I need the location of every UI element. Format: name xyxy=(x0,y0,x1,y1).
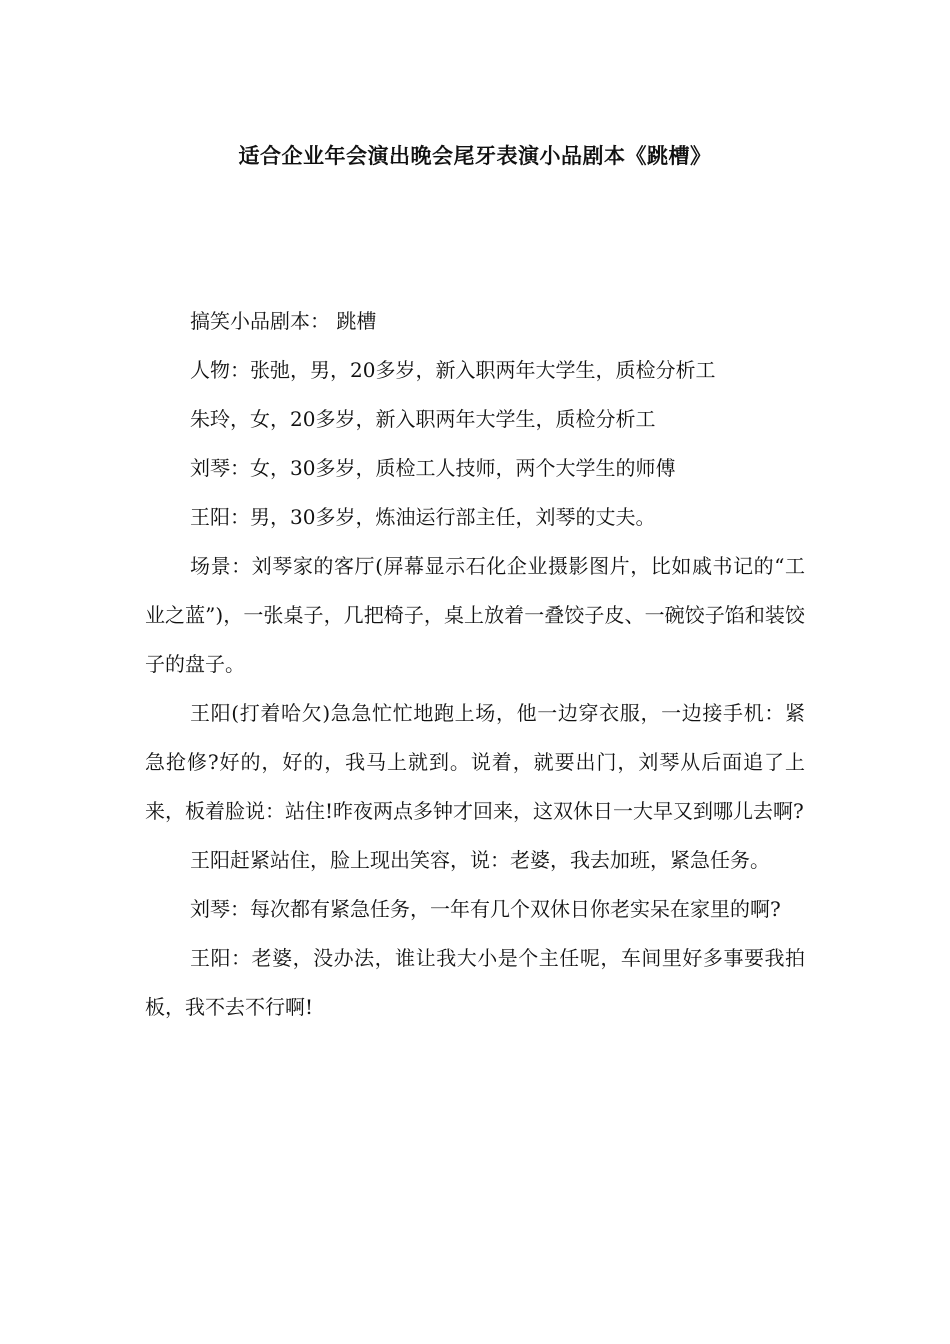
script-body xyxy=(145,297,805,1032)
paragraph-dialogue: 王阳赶紧站住，脸上现出笑容，说：老婆，我去加班，紧急任务。 xyxy=(190,848,770,872)
paragraph-scene: 场景：刘琴家的客厅(屏幕显示石化企业摄影图片，比如戚书记的“工业之蓝”)，一张桌子，几把椅子，桌上放着一叠饺子皮、一碗饺子馅和装饺子的盘子。 xyxy=(145,554,805,676)
paragraph-character-wangyang: 王阳：男，30多岁，炼油运行部主任，刘琴的丈夫。 xyxy=(190,505,656,529)
document-title: 适合企业年会演出晚会尾牙表演小品剧本《跳槽》 xyxy=(238,143,712,169)
paragraph-script-label: 搞笑小品剧本： 跳槽 xyxy=(190,309,377,333)
paragraph-dialogue: 刘琴：每次都有紧急任务，一年有几个双休日你老实呆在家里的啊? xyxy=(190,897,781,921)
paragraph-character-zhuling: 朱玲，女，20多岁，新入职两年大学生，质检分析工 xyxy=(190,407,656,431)
paragraph-dialogue: 王阳(打着哈欠)急急忙忙地跑上场，他一边穿衣服，一边接手机：紧急抢修?好的，好的，我马上就到。说着，就要出门，刘琴从后面追了上来，板着脸说：站住!昨夜两点多钟才回来，这双休日一大早又到哪儿去啊? xyxy=(145,701,805,823)
paragraph-character-liuqin: 刘琴：女，30多岁，质检工人技师，两个大学生的师傅 xyxy=(190,456,676,480)
paragraph-dialogue: 王阳：老婆，没办法，谁让我大小是个主任呢，车间里好多事要我拍板，我不去不行啊! xyxy=(145,946,805,1019)
paragraph-character-zhangchi: 人物：张弛，男，20多岁，新入职两年大学生，质检分析工 xyxy=(190,358,716,382)
